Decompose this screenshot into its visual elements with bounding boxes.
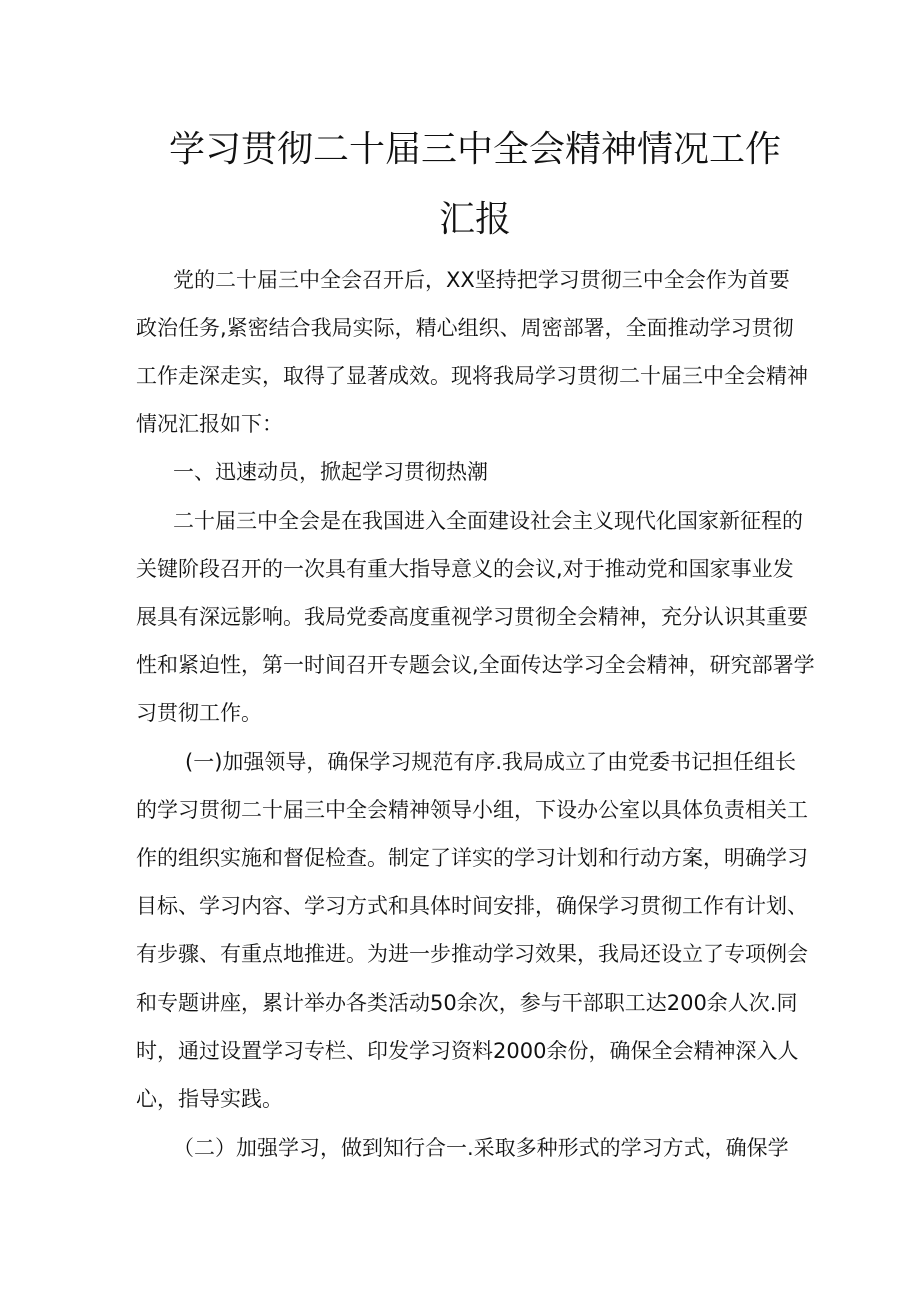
body-line: 时，通过设置学习专栏、印发学习资料2000余份，确保全会精神深入人 xyxy=(136,1039,799,1063)
body-line: 工作走深走实，取得了显著成效。现将我局学习贯彻二十届三中全会精神 xyxy=(136,364,808,388)
subsection-line: (一)加强领导，确保学习规范有序.我局成立了由党委书记担任组长 xyxy=(185,750,797,774)
body-line: 有步骤、有重点地推进。为进一步推动学习效果，我局还设立了专项例会 xyxy=(136,942,808,966)
body-line: 习贯彻工作。 xyxy=(136,701,262,725)
body-line: 政治任务,紧密结合我局实际，精心组织、周密部署，全面推动学习贯彻 xyxy=(136,316,794,340)
body-line: 和专题讲座，累计举办各类活动50余次，参与干部职工达200余人次.同 xyxy=(136,991,798,1015)
body-line: 性和紧迫性，第一时间召开专题会议,全面传达学习全会精神，研究部署学 xyxy=(136,653,815,677)
document-title-line-2: 汇报 xyxy=(438,199,511,240)
subsection-line: （二）加强学习，做到知行合一.采取多种形式的学习方式，确保学 xyxy=(173,1136,789,1160)
body-line: 情况汇报如下： xyxy=(136,412,283,436)
section-heading: 一、迅速动员，掀起学习贯彻热潮 xyxy=(173,460,488,484)
document-title-line-1: 学习贯彻二十届三中全会精神情况工作 xyxy=(168,129,781,170)
body-line: 展具有深远影响。我局党委高度重视学习贯彻全会精神，充分认识其重要 xyxy=(136,605,808,629)
body-line: 作的组织实施和督促检查。制定了详实的学习计划和行动方案，明确学习 xyxy=(136,846,808,870)
body-line: 的学习贯彻二十届三中全会精神领导小组，下设办公室以具体负责相关工 xyxy=(136,798,808,822)
body-line: 心，指导实践。 xyxy=(136,1087,283,1111)
body-line: 二十届三中全会是在我国进入全面建设社会主义现代化国家新征程的 xyxy=(173,509,803,533)
body-line: 目标、学习内容、学习方式和具体时间安排，确保学习贯彻工作有计划、 xyxy=(136,894,808,918)
body-line: 关键阶段召开的一次具有重大指导意义的会议,对于推动党和国家事业发 xyxy=(136,557,794,581)
body-line: 党的二十届三中全会召开后，XX坚持把学习贯彻三中全会作为首要 xyxy=(173,268,790,292)
